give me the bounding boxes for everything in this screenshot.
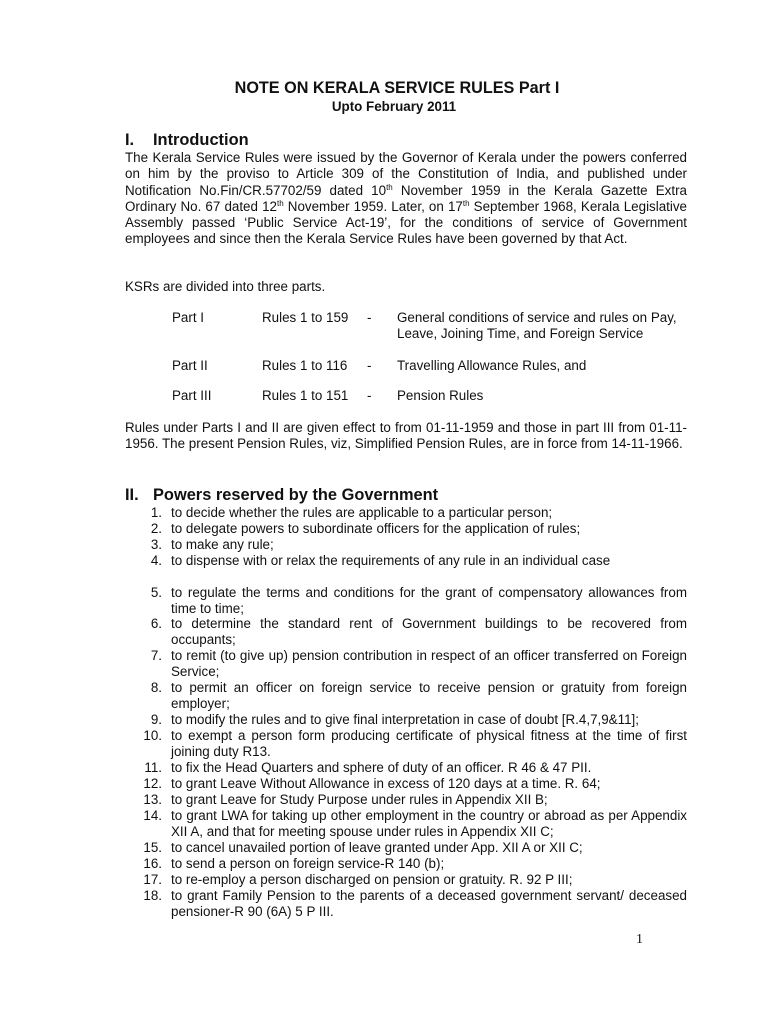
section-title: Introduction bbox=[153, 131, 249, 149]
item-text: to regulate the terms and conditions for the grant of compensatory allowances from time to time; bbox=[171, 585, 687, 617]
item-number: 9. bbox=[150, 712, 162, 727]
item-number: 15. bbox=[143, 840, 162, 855]
part-name: Part III bbox=[172, 388, 212, 403]
rules-effect-paragraph: Rules under Parts I and II are given effect to from 01-11-1959 and those in part III from 01-11-1956. The present Pension Rules, viz, Simplified Pension Rules, are in force from 14-11-1966. bbox=[125, 420, 687, 452]
item-number: 18. bbox=[143, 888, 162, 903]
item-text: to exempt a person form producing certificate of physical fitness at the time of first joining duty R13. bbox=[171, 728, 687, 760]
item-text: to send a person on foreign service-R 140 (b); bbox=[171, 856, 445, 871]
item-number: 7. bbox=[150, 648, 162, 663]
item-text: to cancel unavailed portion of leave granted under App. XII A or XII C; bbox=[171, 840, 583, 855]
item-text: to delegate powers to subordinate officers for the application of rules; bbox=[171, 521, 581, 536]
item-number: 6. bbox=[150, 616, 162, 631]
document-subtitle: Upto February 2011 bbox=[331, 99, 457, 114]
item-text: to remit (to give up) pension contribution in respect of an officer transferred on Foreign Service; bbox=[171, 648, 687, 680]
item-text: to grant Family Pension to the parents of a deceased government servant/ deceased pensioner-R 90 (6A) 5 P III. bbox=[171, 888, 687, 920]
ordinal-suffix: th bbox=[276, 198, 284, 208]
item-number: 2. bbox=[150, 521, 162, 536]
item-text: to determine the standard rent of Government buildings to be recovered from occupants; bbox=[171, 616, 687, 648]
ordinal-suffix: th bbox=[386, 182, 393, 192]
item-number: 14. bbox=[143, 808, 162, 823]
page-number: 1 bbox=[636, 932, 643, 947]
item-text: to grant Leave Without Allowance in excess of 120 days at a time. R. 64; bbox=[171, 776, 601, 791]
part-description: Travelling Allowance Rules, and bbox=[397, 358, 587, 373]
intro-text-4: September 1968, Kerala Legislative Assembly passed ‘Public Service Act-19’, for the conditions of service of Government employees and since then the Kerala Service Rules have been governed by that Act. bbox=[125, 198, 687, 247]
part-dash: - bbox=[367, 358, 372, 373]
section-heading-powers bbox=[125, 486, 438, 505]
item-number: 8. bbox=[150, 680, 162, 695]
part-name: Part I bbox=[172, 310, 204, 325]
ordinal-suffix: th bbox=[462, 198, 470, 208]
item-number: 13. bbox=[143, 792, 162, 807]
item-text: to make any rule; bbox=[171, 537, 274, 552]
part-rules: Rules 1 to 159 bbox=[262, 310, 349, 325]
item-text: to grant LWA for taking up other employment in the country or abroad as per Appendix XII A, and that for meeting spouse under rules in Appendix XII C; bbox=[171, 808, 687, 840]
item-text: to decide whether the rules are applicable to a particular person; bbox=[171, 505, 553, 520]
item-text: to re-employ a person discharged on pension or gratuity. R. 92 P III; bbox=[171, 872, 573, 887]
section-heading-introduction bbox=[125, 131, 249, 150]
item-number: 3. bbox=[150, 537, 162, 552]
part-dash: - bbox=[367, 310, 372, 325]
document-title: NOTE ON KERALA SERVICE RULES Part I bbox=[234, 79, 560, 97]
intro-text-2: November 1959 in the Kerala Gazette Extra Ordinary No. 67 dated 12 bbox=[125, 182, 687, 214]
part-description: General conditions of service and rules on Pay, Leave, Joining Time, and Foreign Service bbox=[397, 310, 677, 342]
part-rules: Rules 1 to 116 bbox=[262, 358, 348, 373]
item-number: 10. bbox=[143, 728, 162, 743]
part-rules: Rules 1 to 151 bbox=[262, 388, 349, 403]
intro-text-1: The Kerala Service Rules were issued by the Governor of Kerala under the powers conferred on him by the proviso to Article 309 of the Constitution of India, and published under Notification No.Fin/CR.57702/59 dated 10 bbox=[125, 150, 687, 198]
item-number: 11. bbox=[144, 760, 162, 775]
item-number: 4. bbox=[150, 553, 162, 568]
intro-paragraph bbox=[125, 150, 687, 248]
part-description: Pension Rules bbox=[397, 388, 484, 403]
item-number: 12. bbox=[143, 776, 162, 791]
item-text: to fix the Head Quarters and sphere of duty of an officer. R 46 & 47 PII. bbox=[171, 760, 592, 775]
ksr-parts-intro: KSRs are divided into three parts. bbox=[125, 279, 326, 294]
item-text: to dispense with or relax the requirements of any rule in an individual case bbox=[171, 553, 611, 568]
part-name: Part II bbox=[172, 358, 208, 373]
item-number: 16. bbox=[143, 856, 162, 871]
item-text: to grant Leave for Study Purpose under rules in Appendix XII B; bbox=[171, 792, 548, 807]
part-dash: - bbox=[367, 388, 372, 403]
section-title: Powers reserved by the Government bbox=[153, 486, 439, 504]
item-number: 5. bbox=[150, 585, 162, 600]
item-number: 17. bbox=[143, 872, 162, 887]
item-text: to permit an officer on foreign service to receive pension or gratuity from foreign employer; bbox=[171, 680, 687, 712]
section-number: II. bbox=[125, 486, 139, 504]
item-number: 1. bbox=[150, 505, 162, 520]
item-text: to modify the rules and to give final interpretation in case of doubt [R.4,7,9&11]; bbox=[171, 712, 639, 727]
intro-text-3: November 1959. Later, on 17 bbox=[283, 198, 463, 214]
section-number: I. bbox=[125, 131, 135, 149]
